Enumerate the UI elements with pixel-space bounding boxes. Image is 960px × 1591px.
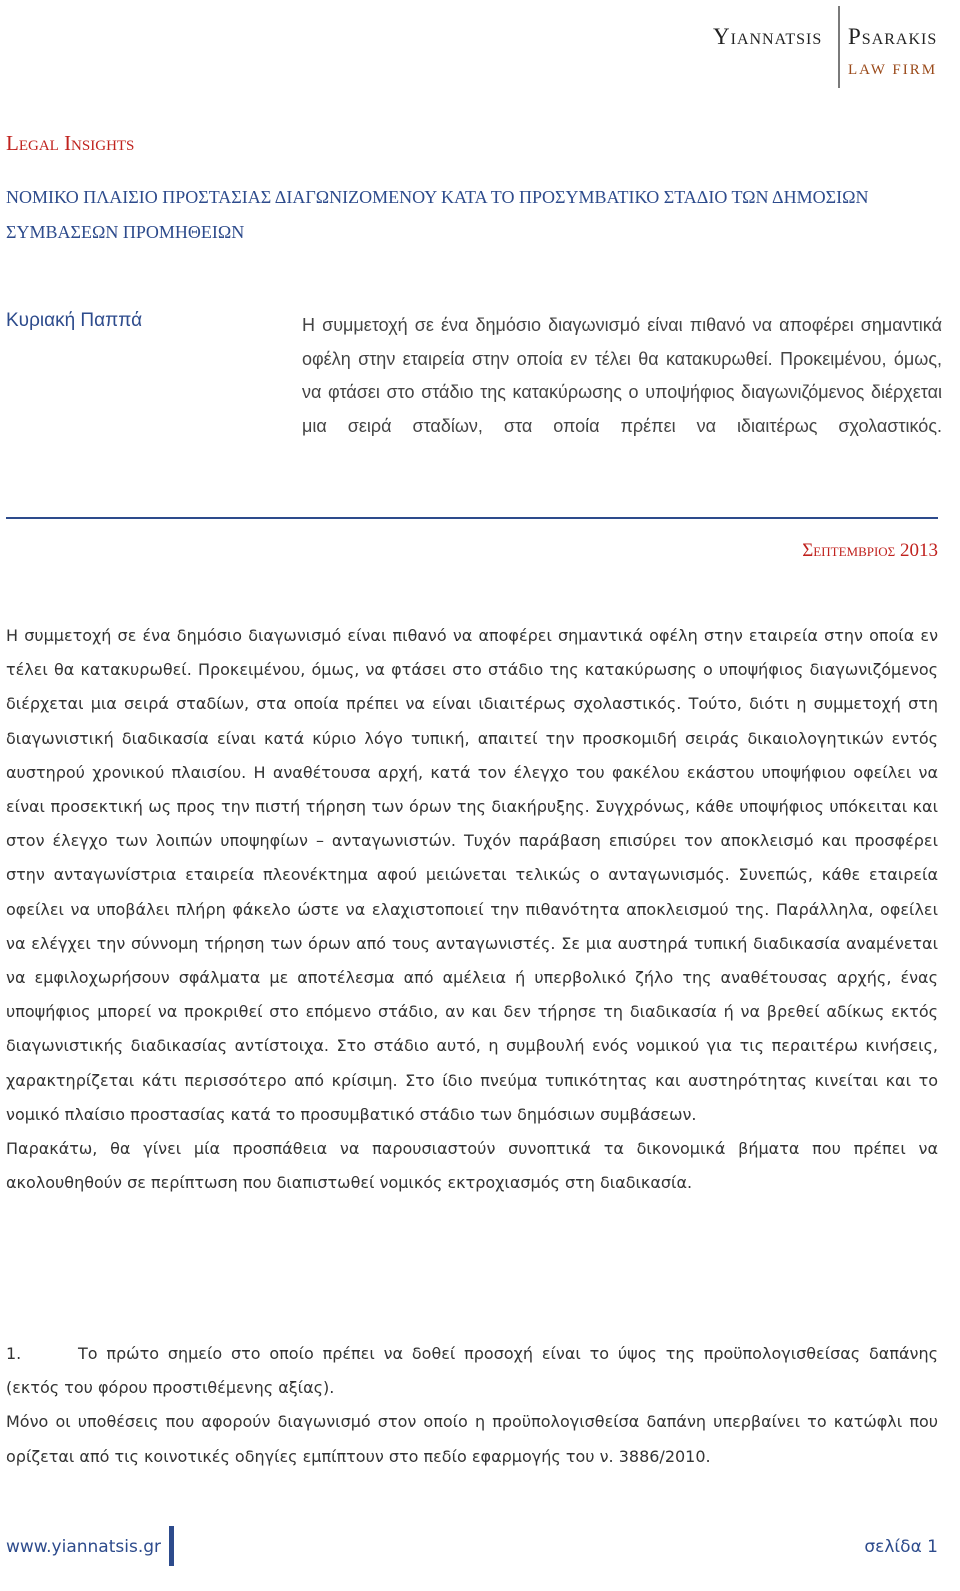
logo-subtitle: LAW FIRM (848, 62, 938, 78)
article-body (6, 619, 938, 1200)
body-paragraph: Η συμμετοχή σε ένα δημόσιο διαγωνισμό είναι πιθανό να αποφέρει σημαντικά οφέλη στην εταιρεία στην οποία εν τέλει θα κατακυρωθεί. Προκειμένου, όμως, να φτάσει στο στάδιο της κατακύρωσης ο υποψήφιος διαγωνιζόμενος διέρχεται μια σειρά σταδίων, στα οποία πρέπει να είναι ιδιαιτέρως σχολαστικός. Τούτο, διότι η συμμετοχή στη διαγωνιστική διαδικασία είναι κατά κύριο λόγο τυπική, απαιτεί την προσκομιδή σειράς δικαιολογητικών εντός αυστηρού χρονικού πλαισίου. Η αναθέτουσα αρχή, κατά τον έλεγχο του φακέλου εκάστου υποψήφιου οφείλει να είναι προσεκτική ως προς την πιστή τήρηση των όρων της διακήρυξης. Συγχρόνως, κάθε υποψήφιος υπόκειται και στον έλεγχο των λοιπών υποψηφίων – ανταγωνιστών. Τυχόν παράβαση επισύρει τον αποκλεισμό και προσφέρει στην ανταγωνίστρια εταιρεία πλεονέκτημα αφού μειώνεται τελικώς ο ανταγωνισμός. Συνεπώς, κάθε εταιρεία οφείλει να υποβάλει πλήρη φάκελο ώστε να ελαχιστοποιεί την πιθανότητα αποκλεισμού της. Παράλληλα, οφείλει να ελέγχει την σύννομη τήρηση των όρων από τους ανταγωνιστές. Σε μια αυστηρά τυπική διαδικασία αναμένεται να εμφιλοχωρήσουν σφάλματα με αποτέλεσμα από αμέλεια ή υπερβολικό ζήλο της αναθέτουσας αρχής, ένας υποψήφιος μπορεί να προκριθεί στο επόμενο στάδιο, αν και δεν τήρησε τη διαδικασία ή να βρεθεί αδίκως εκτός διαγωνιστικής διαδικασίας αντίστοιχα. Στο στάδιο αυτό, η συμβουλή ενός νομικού για τις περαιτέρω κινήσεις, χαρακτηρίζεται κάτι περισσότερο από κρίσιμη. Στο ίδιο πνεύμα τυπικότητας και αυστηρότητας κινείται και το νομικό πλαίσιο προστασίας κατά το προσυμβατικό στάδιο των δημόσιων συμβάσεων. (6, 626, 938, 1124)
divider (6, 517, 938, 519)
section-label: Legal Insights (6, 131, 135, 155)
numbered-item-text (6, 1337, 938, 1405)
publication-date: Σεπτεμβριος 2013 (802, 540, 938, 561)
body-paragraph: Παρακάτω, θα γίνει μία προσπάθεια να παρουσιαστούν συνοπτικά τα δικονομικά βήματα που πρέπει να ακολουθηθούν σε περίπτωση που διαπιστωθεί νομικός εκτροχιασμός στη διαδικασία. (6, 1139, 938, 1193)
item-followup: Μόνο οι υποθέσεις που αφορούν διαγωνισμό στον οποίο η προϋπολογισθείσα δαπάνη υπερβαίνει το κατώφλι που ορίζεται από τις κοινοτικές οδηγίες εμπίπτουν στο πεδίο εφαρμογής του ν. 3886/2010. (6, 1412, 938, 1466)
author-name: Κυριακή Παππά (6, 310, 143, 331)
page-title: ΝΟΜΙΚΟ ΠΛΑΙΣΙΟ ΠΡΟΣΤΑΣΙΑΣ ΔΙΑΓΩΝΙΖΟΜΕΝΟΥ ΚΑΤΑ ΤΟ ΠΡΟΣΥΜΒΑΤΙΚΟ ΣΤΑΔΙΟ ΤΩΝ ΔΗΜΟΣΙΩΝ ΣΥΜΒΑΣΕΩΝ ΠΡΟΜΗΘΕΙΩΝ (6, 187, 869, 242)
numbered-item (6, 1337, 938, 1474)
footer-website-link[interactable]: www.yiannatsis.gr (6, 1537, 162, 1557)
logo-name-yiannatsis: Yiannatsis (713, 24, 823, 49)
abstract: Η συμμετοχή σε ένα δημόσιο διαγωνισμό είναι πιθανό να αποφέρει σημαντικά οφέλη στην εταιρεία στην οποία εν τέλει θα κατακυρωθεί. Προκειμένου, όμως, να φτάσει στο στάδιο της κατακύρωσης ο υποψήφιος διαγωνιζόμενος διέρχεται μια σειρά σταδίων, στα οποία πρέπει να ιδιαιτέρως σχολαστικός. (302, 315, 942, 436)
logo-name-psarakis: Psarakis (848, 24, 938, 49)
item-text: Το πρώτο σημείο στο οποίο πρέπει να δοθεί προσοχή είναι το ύψος της προϋπολογισθείσας δαπάνης (εκτός του φόρου προστιθέμενης αξίας). (6, 1344, 938, 1398)
firm-logo (700, 6, 950, 88)
footer-divider (169, 1526, 174, 1566)
page-number: σελίδα 1 (864, 1537, 938, 1557)
logo-divider (838, 6, 840, 88)
item-number: 1. (6, 1344, 22, 1363)
